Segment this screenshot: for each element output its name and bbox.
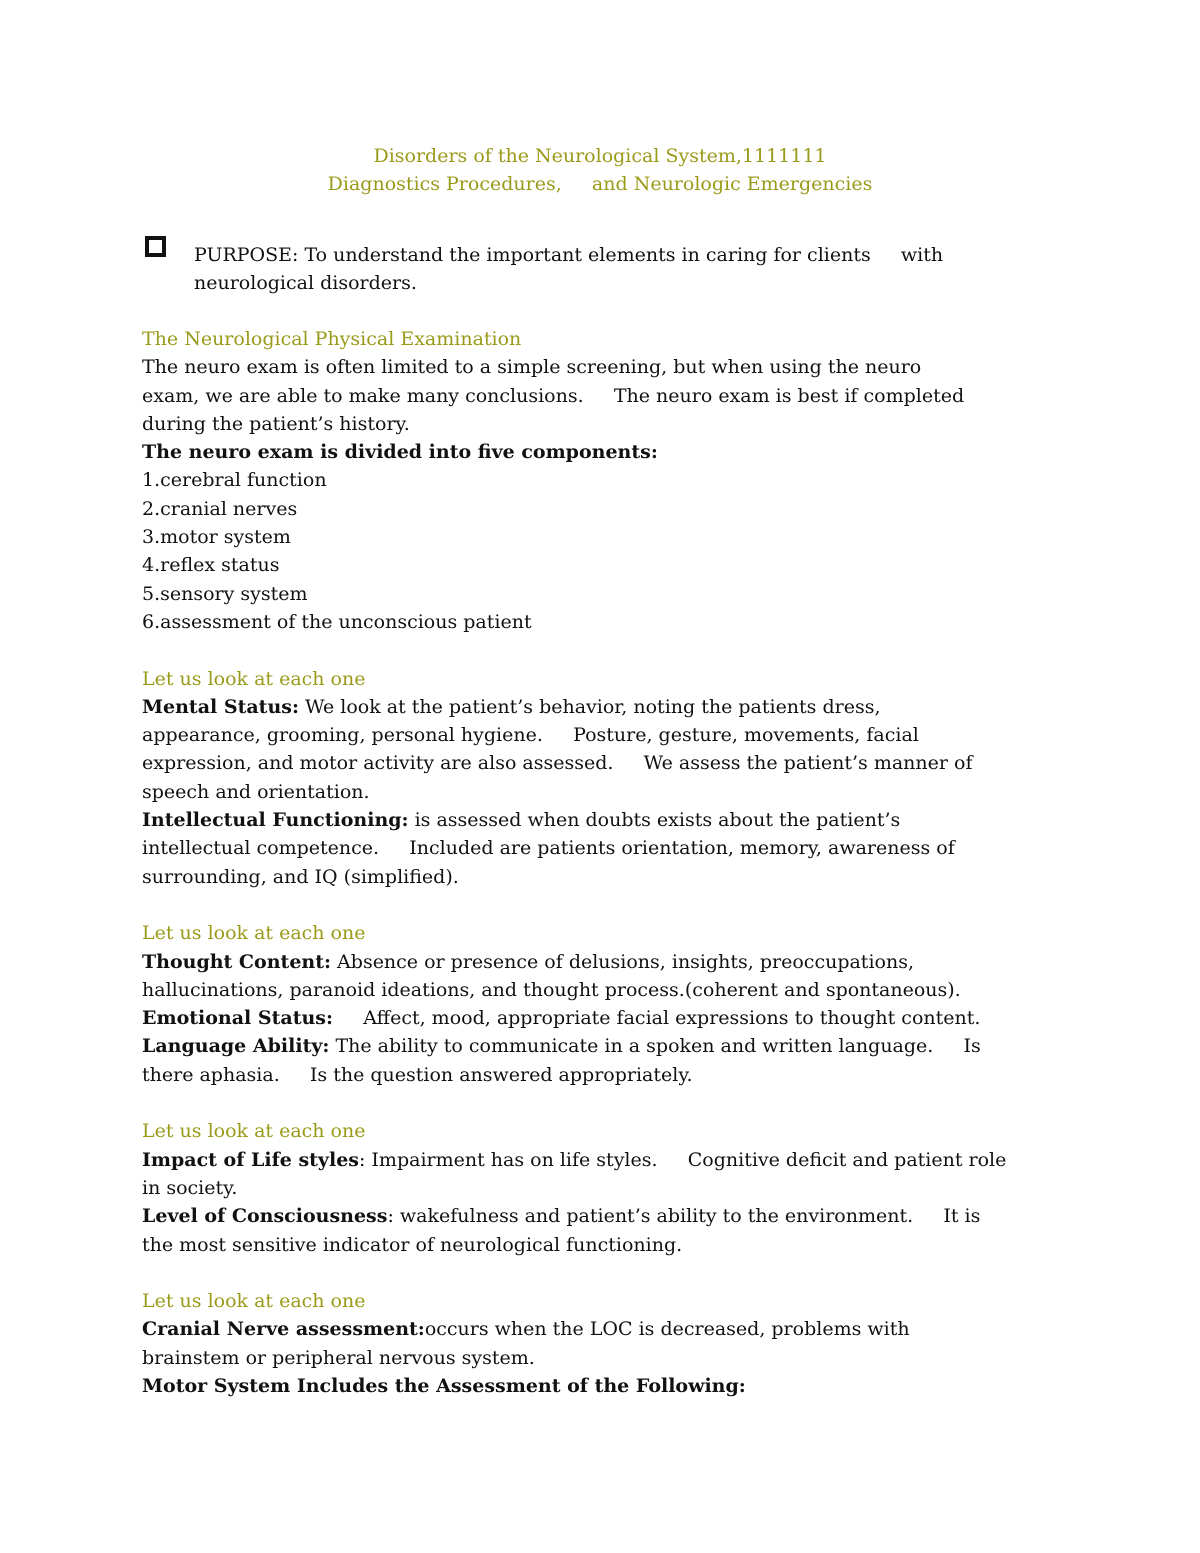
term-text: : Impairment has on life styles. Cognitive deficit and patient role xyxy=(358,1148,1007,1171)
paragraph-line xyxy=(142,693,1102,721)
term-text: Absence or presence of delusions, insights, preoccupations, xyxy=(331,950,914,973)
paragraph-line xyxy=(142,1032,1102,1060)
term-label-impact-of-life-styles: Impact of Life styles xyxy=(142,1148,359,1171)
list-item: 5.sensory system xyxy=(142,582,308,605)
paragraph-line: The neuro exam is often limited to a simple screening, but when using the neuro xyxy=(142,356,922,379)
purpose-line-2: neurological disorders. xyxy=(194,272,417,294)
paragraph-line xyxy=(142,1004,1102,1032)
spacer xyxy=(142,1089,1102,1117)
paragraph-line xyxy=(142,806,1102,834)
spacer xyxy=(142,636,1102,664)
term-text: is assessed when doubts exists about the patient’s xyxy=(408,809,901,832)
term-text: Affect, mood, appropriate facial expressions to thought content. xyxy=(333,1007,981,1030)
term-label-language-ability: Language Ability: xyxy=(142,1035,330,1058)
paragraph-line: appearance, grooming, personal hygiene. Posture, gesture, movements, facial xyxy=(142,724,919,747)
spacer xyxy=(142,891,1102,919)
term-label-thought-content: Thought Content: xyxy=(142,950,332,973)
paragraph-line: exam, we are able to make many conclusions. The neuro exam is best if completed xyxy=(142,384,965,407)
spacer xyxy=(142,1259,1102,1287)
paragraph-line: there aphasia. Is the question answered appropriately. xyxy=(142,1063,693,1086)
paragraph-line xyxy=(142,1315,1102,1343)
term-text: occurs when the LOC is decreased, problems with xyxy=(424,1318,910,1341)
paragraph-line: intellectual competence. Included are patients orientation, memory, awareness of xyxy=(142,837,955,860)
paragraph-line: speech and orientation. xyxy=(142,780,370,803)
paragraph-line: expression, and motor activity are also assessed. We assess the patient’s manner of xyxy=(142,752,973,775)
list-item: 1.cerebral function xyxy=(142,469,327,492)
paragraph-line xyxy=(142,948,1102,976)
paragraph-line xyxy=(142,1202,1102,1230)
section-heading: Let us look at each one xyxy=(142,922,366,945)
paragraph-line xyxy=(142,1146,1102,1174)
list-item: 6.assessment of the unconscious patient xyxy=(142,610,532,633)
list-heading: The neuro exam is divided into five components: xyxy=(142,441,658,464)
document-body xyxy=(142,325,1102,1400)
list-item: 4.reflex status xyxy=(142,554,280,577)
paragraph-line: during the patient’s history. xyxy=(142,412,410,435)
term-label-intellectual-functioning: Intellectual Functioning: xyxy=(142,809,409,832)
list-item: 3.motor system xyxy=(142,526,291,549)
term-label-level-of-consciousness: Level of Consciousness xyxy=(142,1205,388,1228)
document-title-line-2: Diagnostics Procedures, and Neurologic Emergencies xyxy=(327,173,873,195)
list-item: 2.cranial nerves xyxy=(142,497,298,520)
paragraph-line: in society. xyxy=(142,1176,238,1199)
purpose-line-1: PURPOSE: To understand the important elements in caring for clients with xyxy=(194,244,944,266)
paragraph-line: the most sensitive indicator of neurological functioning. xyxy=(142,1233,683,1256)
checkbox-icon[interactable] xyxy=(145,236,166,257)
term-label-cranial-nerve-assessment: Cranial Nerve assessment: xyxy=(142,1318,425,1341)
document-title-line-1: Disorders of the Neurological System,1111111 xyxy=(373,145,827,167)
term-text: We look at the patient’s behavior, noting the patients dress, xyxy=(298,695,881,718)
term-label-emotional-status: Emotional Status: xyxy=(142,1007,333,1030)
term-text: : wakefulness and patient’s ability to the environment. It is xyxy=(387,1205,981,1228)
motor-system-heading: Motor System Includes the Assessment of the Following: xyxy=(142,1374,746,1397)
paragraph-line: surrounding, and IQ (simplified). xyxy=(142,865,459,888)
paragraph-line: hallucinations, paranoid ideations, and thought process.(coherent and spontaneous). xyxy=(142,978,961,1001)
section-heading: Let us look at each one xyxy=(142,1290,366,1313)
paragraph-line: brainstem or peripheral nervous system. xyxy=(142,1346,535,1369)
section-heading: Let us look at each one xyxy=(142,667,366,690)
section-heading: Let us look at each one xyxy=(142,1120,366,1143)
section-heading-neuro-exam: The Neurological Physical Examination xyxy=(142,328,522,350)
term-text: The ability to communicate in a spoken and written language. Is xyxy=(329,1035,981,1058)
term-label-mental-status: Mental Status: xyxy=(142,695,299,718)
